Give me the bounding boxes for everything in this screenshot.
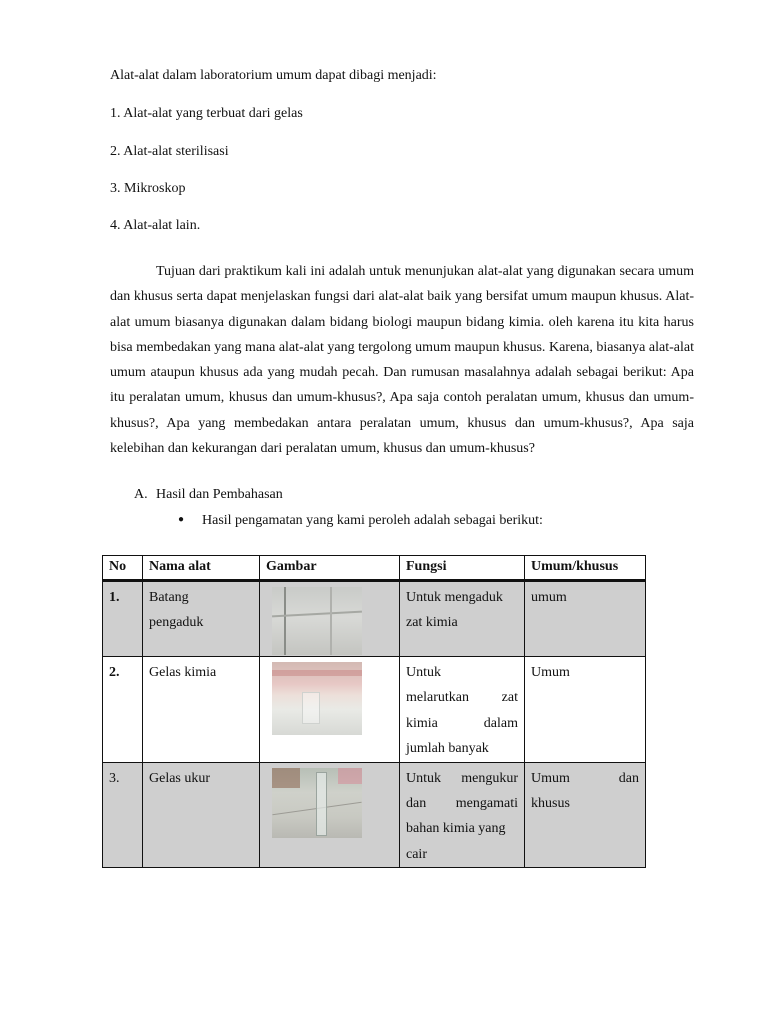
section-title: Hasil dan Pembahasan (156, 487, 283, 502)
cell-kategori (525, 657, 646, 763)
cell-nama (143, 762, 260, 868)
cell-line: pengaduk (149, 615, 204, 631)
cell-kategori (525, 581, 646, 657)
stirring-rod-photo (272, 587, 362, 655)
bullet-text: Hasil pengamatan yang kami peroleh adalah sebagai berikut: (202, 513, 543, 528)
observation-table (102, 555, 646, 868)
cell-line: melarutkan zat (406, 690, 518, 706)
cell-line: Umum (531, 665, 570, 680)
cell-gambar (260, 762, 400, 868)
cell-kategori (525, 762, 646, 868)
cell-gambar (260, 581, 400, 657)
cell-gambar (260, 657, 400, 763)
cell-line: khusus (531, 796, 570, 812)
header-no: No (103, 556, 143, 581)
cell-nama (143, 657, 260, 763)
measuring-cylinder-photo (272, 768, 362, 838)
list-item: 1. Alat-alat yang terbuat dari gelas (110, 106, 303, 121)
intro-text: Alat-alat dalam laboratorium umum dapat dibagi menjadi: (110, 68, 437, 83)
body-paragraph: Tujuan dari praktikum kali ini adalah untuk menunjukan alat-alat yang digunakan secara umum dan khusus serta dapat menjelaskan fungsi dari alat-alat baik yang bersifat umum maupun khusus. Alat-alat umum biasanya digunakan dalam bidang biologi maupun bidang kimia. oleh karena itu kita harus bisa membedakan yang mana alat-alat yang tergolong umum maupun khusus. Karena, biasanya alat-alat umum ataupun khusus ada yang mudah pecah. Dan rumusan masalahnya adalah sebagai berikut: Apa itu peralatan umum, khusus dan umum-khusus?, Apa saja contoh peralatan umum, khusus dan umum-khusus?, Apa yang membedakan antara peralatan umum, khusus dan umum-khusus?, Apa saja kelebihan dan kekurangan dari peralatan umum, khusus dan umum-khusus? (110, 264, 694, 457)
cell-line: kimia dalam (406, 715, 518, 731)
cell-line: umum (531, 590, 567, 605)
cell-line: bahan kimia yang (406, 821, 506, 837)
table-header-row (103, 556, 646, 581)
section-letter: A. (134, 487, 148, 502)
beaker-photo (272, 662, 362, 735)
list-item: 2. Alat-alat sterilisasi (110, 144, 229, 159)
header-gambar: Gambar (260, 556, 400, 581)
cell-no: 2. (103, 657, 143, 763)
cell-line: Batang (149, 590, 189, 605)
table-row (103, 657, 646, 763)
table-row (103, 762, 646, 868)
header-umum-khusus: Umum/khusus (525, 556, 646, 581)
cell-line: Untuk (406, 665, 441, 680)
cell-no: 1. (103, 581, 143, 657)
cell-line: Gelas ukur (149, 770, 211, 786)
table-row (103, 581, 646, 657)
cell-line: Untuk mengukur (406, 770, 518, 786)
cell-nama (143, 581, 260, 657)
header-nama-alat: Nama alat (143, 556, 260, 581)
bullet-item (178, 513, 543, 529)
cell-line: dan mengamati (406, 796, 518, 812)
cell-line: zat kimia (406, 615, 458, 631)
cell-line: Gelas kimia (149, 665, 217, 680)
cell-line: Untuk mengaduk (406, 590, 503, 605)
cell-line: cair (406, 846, 427, 862)
bullet-icon: ● (178, 514, 185, 525)
section-heading (134, 487, 283, 503)
cell-fungsi (400, 581, 525, 657)
cell-fungsi (400, 762, 525, 868)
cell-fungsi (400, 657, 525, 763)
cell-line: jumlah banyak (406, 741, 489, 757)
cell-no: 3. (103, 762, 143, 868)
header-fungsi: Fungsi (400, 556, 525, 581)
list-item: 3. Mikroskop (110, 181, 186, 196)
list-item: 4. Alat-alat lain. (110, 218, 201, 233)
cell-line: Umum dan (531, 770, 639, 786)
